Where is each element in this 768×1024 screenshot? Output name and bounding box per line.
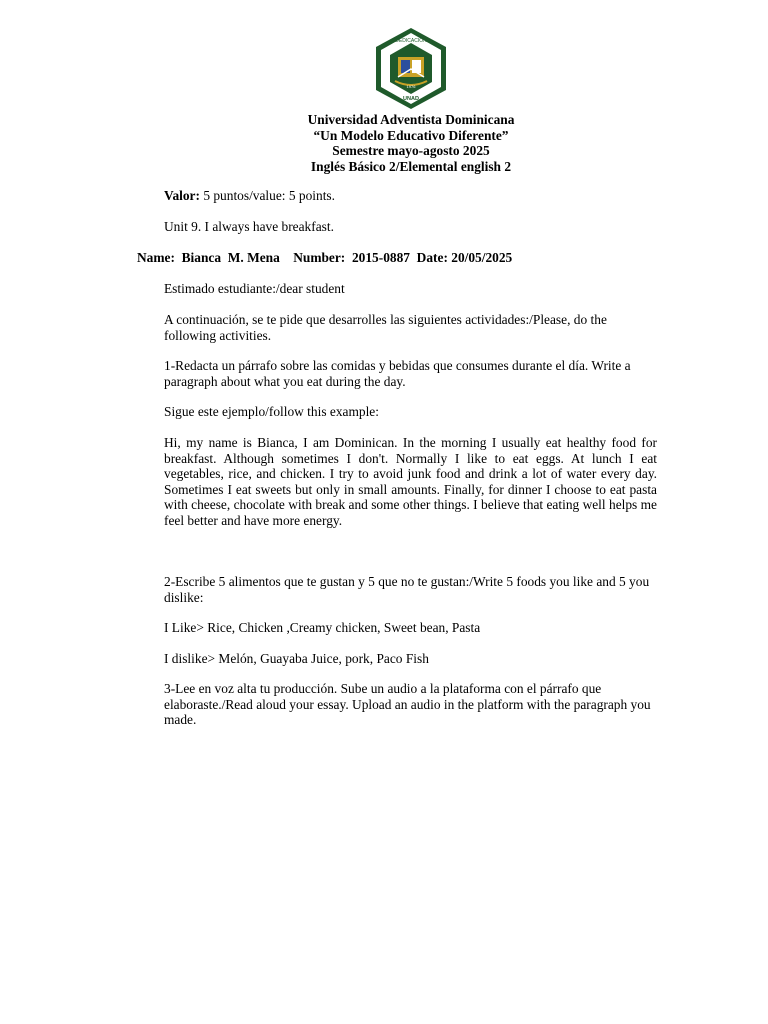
- student-info-line: Name: Bianca M. Mena Number: 2015-0887 Date: 20/05/2025: [137, 250, 513, 265]
- document-header: [0, 112, 768, 174]
- follow-example: Sigue este ejemplo/follow this example:: [164, 404, 379, 419]
- task-1: 1-Redacta un párrafo sobre las comidas y bebidas que consumes durante el día. Write a paragraph about what you eat during the day.: [164, 358, 631, 389]
- dislikes-list: I dislike> Melón, Guayaba Juice, pork, Paco Fish: [164, 651, 429, 666]
- task-2: 2-Escribe 5 alimentos que te gustan y 5 que no te gustan:/Write 5 foods you like and 5 you dislike:: [164, 574, 650, 605]
- greeting: Estimado estudiante:/dear student: [164, 281, 345, 296]
- unit-title: Unit 9. I always have breakfast.: [164, 219, 334, 234]
- university-motto: “Un Modelo Educativo Diferente”: [313, 127, 509, 143]
- task-3: 3-Lee en voz alta tu producción. Sube un audio a la plataforma con el párrafo que elaboraste./Read aloud your essay. Upload an audio in the platform with the paragraph you made.: [164, 681, 651, 727]
- student-paragraph: Hi, my name is Bianca, I am Dominican. In the morning I usually eat healthy food for breakfast. Although sometimes I don't. Normally I like to eat eggs. At lunch I eat vegetables, rice, and chicken. I try to avoid junk food and drink a lot of water every day. Sometimes I eat sweets but only in small amounts. Finally, for dinner I choose to eat pasta with cheese, chocolate with break and some other things. I believe that eating well helps me feel better and have more energy.: [164, 435, 657, 528]
- svg-text:DEDICACIÓN: DEDICACIÓN: [395, 38, 427, 44]
- valor-line: Valor: 5 puntos/value: 5 points.: [164, 188, 335, 203]
- likes-list: I Like> Rice, Chicken ,Creamy chicken, Sweet bean, Pasta: [164, 620, 481, 635]
- instructions-intro: A continuación, se te pide que desarrolles las siguientes actividades:/Please, do the following activities.: [164, 312, 607, 343]
- svg-text:1976: 1976: [406, 84, 416, 89]
- university-name: Universidad Adventista Dominicana: [307, 112, 515, 127]
- university-seal-logo: [373, 27, 449, 110]
- semester: Semestre mayo-agosto 2025: [332, 143, 490, 158]
- svg-text:UNAD: UNAD: [403, 96, 419, 102]
- course-title: Inglés Básico 2/Elemental english 2: [310, 158, 512, 174]
